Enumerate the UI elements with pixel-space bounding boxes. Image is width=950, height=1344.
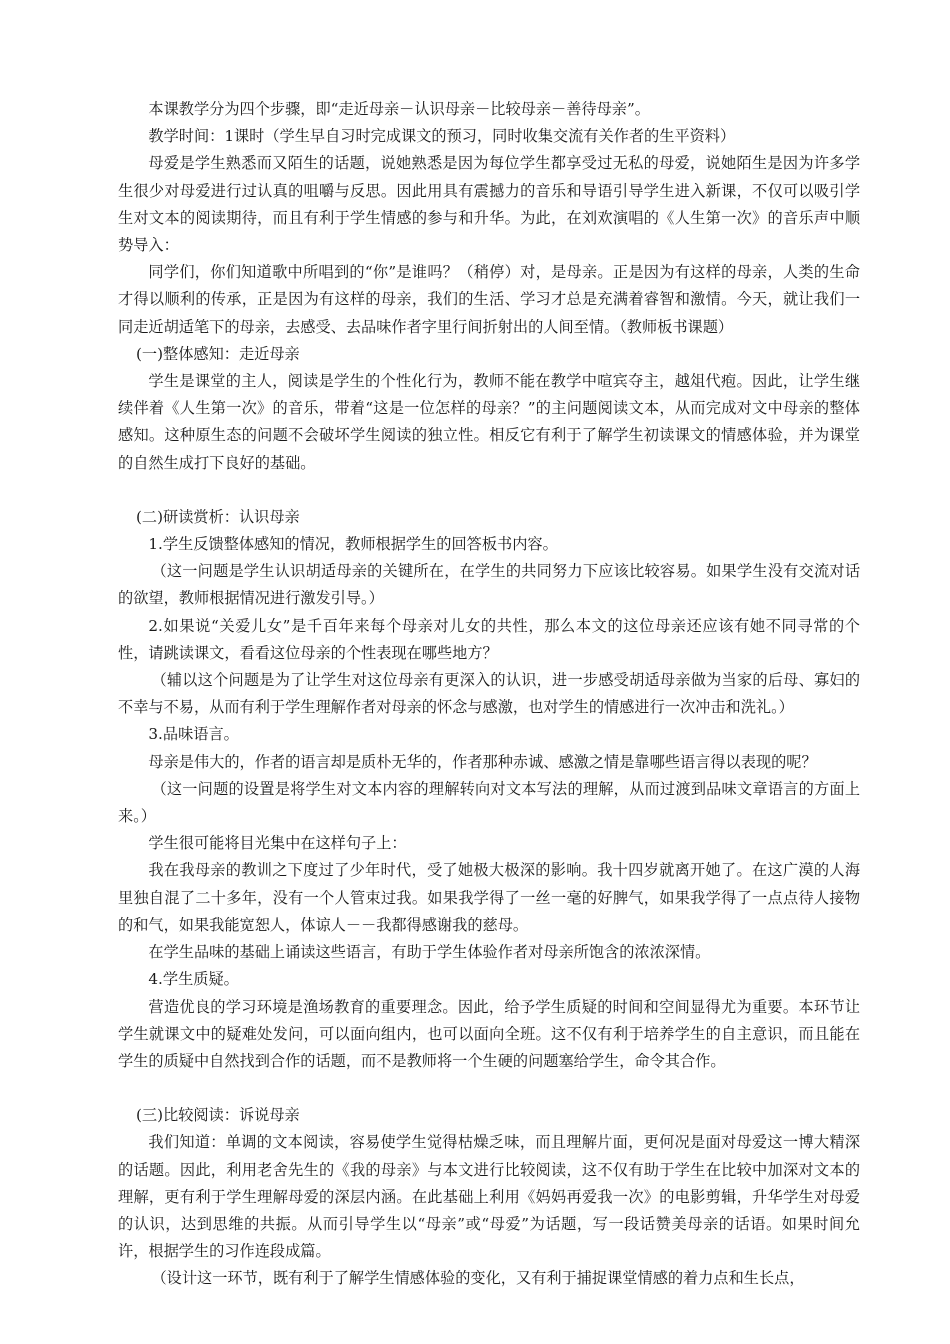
paragraph: 我们知道：单调的文本阅读，容易使学生觉得枯燥乏味，而且理解片面，更何况是面对母爱这一博大精深的话题。因此，利用老舍先生的《我的母亲》与本文进行比较阅读，这不仅有助于学生在比较中加深对文本的理解，更有利于学生理解母爱的深层内涵。在此基础上利用《妈妈再爱我一次》的电影剪辑，升华学生对母爱的认识，达到思维的共振。从而引导学生以“母亲”或“母爱”为话题，写一段话赞美母亲的话语。如果时间允许，根据学生的习作连段成篇。 <box>118 1133 860 1261</box>
paragraph: 本课教学分为四个步骤，即“走近母亲－认识母亲－比较母亲－善待母亲”。 <box>148 100 650 118</box>
note-paragraph: （这一问题是学生认识胡适母亲的关键所在，在学生的共同努力下应该比较容易。如果学生没有交流对话的欲望，教师根据情况进行激发引导。） <box>118 562 860 608</box>
paragraph: 学生很可能将目光集中在这样句子上： <box>148 834 407 853</box>
note-paragraph: （设计这一环节，既有利于了解学生情感体验的变化，又有利于捕捉课堂情感的着力点和生长点， <box>151 1269 805 1288</box>
paragraph: 母亲是伟大的，作者的语言却是质朴无华的，作者那种赤诚、感激之情是靠哪些语言得以表现的呢？ <box>148 752 817 771</box>
quoted-passage: 我在我母亲的教训之下度过了少年时代，受了她极大极深的影响。我十四岁就离开她了。在这广漠的人海里独自混了二十多年，没有一个人管束过我。如果我学得了一丝一毫的好脾气，如果我学得了一点点待人接物的和气，如果我能宽恕人，体谅人－－我都得感谢我的慈母。 <box>118 861 860 934</box>
note-paragraph: （这一问题的设置是将学生对文本内容的理解转向对文本写法的理解，从而过渡到品味文章语言的方面上来。） <box>118 779 860 826</box>
blank-line <box>118 1075 860 1102</box>
paragraph: 同学们，你们知道歌中所唱到的“你”是谁吗？（稍停）对，是母亲。正是因为有这样的母亲，人类的生命才得以顺利的传承，正是因为有这样的母亲，我们的生活、学习才总是充满着睿智和激情。今天，就让我们一同走近胡适笔下的母亲，去感受、去品味作者字里行间折射出的人间至情。（教师板书课题） <box>118 263 860 336</box>
document-body <box>118 96 860 1293</box>
section-heading: (一)整体感知：走近母亲 <box>136 344 300 363</box>
paragraph: 母爱是学生熟悉而又陌生的话题，说她熟悉是因为每位学生都享受过无私的母爱，说她陌生是因为许多学生很少对母爱进行过认真的咀嚼与反思。因此用具有震撼力的音乐和导语引导学生进入新课，不仅可以吸引学生对文本的阅读期待，而且有利于学生情感的参与和升华。为此，在刘欢演唱的《人生第一次》的音乐声中顺势导入： <box>118 154 860 255</box>
section-heading: (三)比较阅读：诉说母亲 <box>136 1106 300 1125</box>
paragraph: 1.学生反馈整体感知的情况，教师根据学生的回答板书内容。 <box>148 535 558 554</box>
blank-line <box>118 477 860 504</box>
section-heading: (二)研读赏析：认识母亲 <box>136 507 300 526</box>
paragraph: 学生是课堂的主人，阅读是学生的个性化行为，教师不能在教学中喧宾夺主，越俎代疱。因此，让学生继续伴着《人生第一次》的音乐，带着“这是一位怎样的母亲？”的主问题阅读文本，从而完成对文中母亲的整体感知。这种原生态的问题不会破坏学生阅读的独立性。相反它有利于了解学生初读课文的情感体验，并为课堂的自然生成打下良好的基础。 <box>118 372 860 472</box>
paragraph: 在学生品味的基础上诵读这些语言，有助于学生体验作者对母亲所饱含的浓浓深情。 <box>148 943 711 962</box>
paragraph: 营造优良的学习环境是渔场教育的重要理念。因此，给予学生质疑的时间和空间显得尤为重要。本环节让学生就课文中的疑难处发问，可以面向组内，也可以面向全班。这不仅有利于培养学生的自主意识，而且能在学生的质疑中自然找到合作的话题，而不是教师将一个生硬的问题塞给学生，命令其合作。 <box>118 997 860 1070</box>
paragraph: 2.如果说“关爱儿女”是千百年来每个母亲对儿女的共性，那么本文的这位母亲还应该有她不同寻常的个性，请跳读课文，看看这位母亲的个性表现在哪些地方？ <box>118 616 860 662</box>
paragraph: 教学时间：1课时（学生早自习时完成课文的预习，同时收集交流有关作者的生平资料） <box>148 127 736 146</box>
paragraph: 3.品味语言。 <box>148 725 239 744</box>
note-paragraph: （辅以这个问题是为了让学生对这位母亲有更深入的认识，进一步感受胡适母亲做为当家的后母、寡妇的不幸与不易，从而有利于学生理解作者对母亲的怀念与感激，也对学生的情感进行一次冲击和洗礼。） <box>118 671 860 717</box>
paragraph: 4.学生质疑。 <box>148 970 239 989</box>
